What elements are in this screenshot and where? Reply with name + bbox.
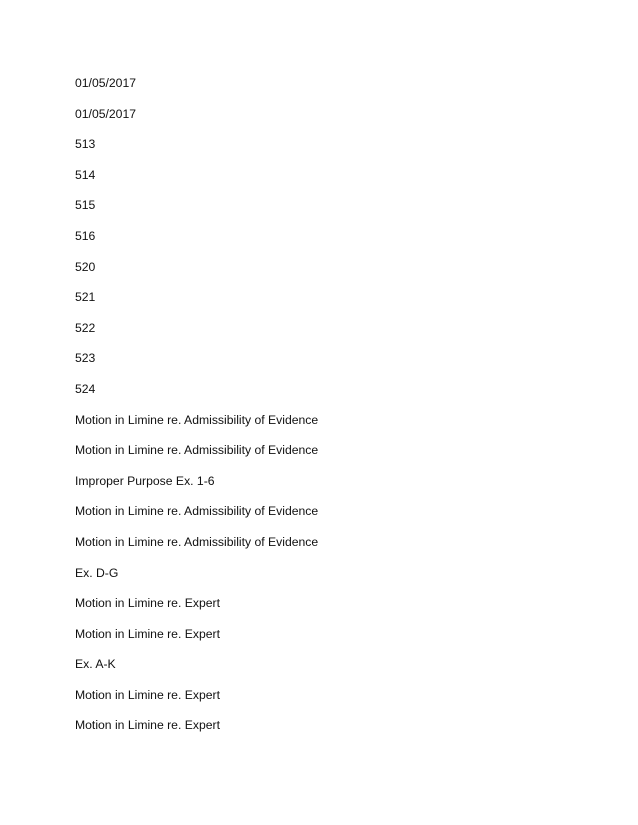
motion-description-line: Motion in Limine re. Expert (75, 687, 220, 702)
exhibit-line: Ex. D-G (75, 565, 119, 580)
docket-number-line: 521 (75, 290, 96, 305)
docket-number-line: 515 (75, 198, 96, 213)
docket-number-line: 522 (75, 320, 96, 335)
motion-description-line: Motion in Limine re. Expert (75, 626, 220, 641)
docket-number-line: 516 (75, 228, 96, 243)
exhibit-line: Improper Purpose Ex. 1-6 (75, 473, 215, 488)
docket-number-line: 514 (75, 167, 96, 182)
date-line: 01/05/2017 (75, 76, 136, 90)
motion-description-line: Motion in Limine re. Expert (75, 596, 220, 611)
docket-number-line: 524 (75, 381, 96, 396)
docket-number-line: 513 (75, 137, 96, 152)
motion-description-line: Motion in Limine re. Expert (75, 718, 220, 733)
date-line: 01/05/2017 (75, 106, 136, 121)
docket-number-line: 523 (75, 351, 96, 366)
motion-description-line: Motion in Limine re. Admissibility of Evidence (75, 412, 319, 427)
motion-description-line: Motion in Limine re. Admissibility of Evidence (75, 443, 319, 458)
docket-number-line: 520 (75, 259, 96, 274)
document-text-lines (75, 75, 318, 748)
exhibit-line: Ex. A-K (75, 657, 116, 672)
motion-description-line: Motion in Limine re. Admissibility of Evidence (75, 534, 319, 549)
motion-description-line: Motion in Limine re. Admissibility of Evidence (75, 504, 319, 519)
